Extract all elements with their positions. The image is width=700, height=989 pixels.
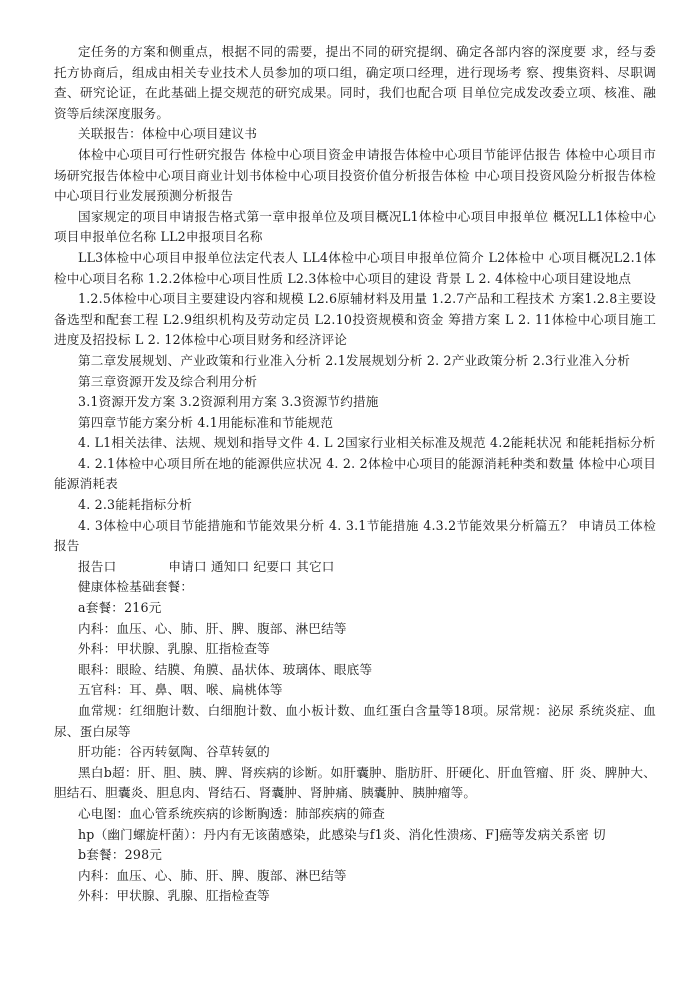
paragraph-hp: hp（幽门螺旋杆菌）：丹内有无该菌感染，此感染与f1炎、消化性溃疡、F]癌等发病关系密 切	[78, 826, 606, 842]
paragraph-chapter-4-2-3: 4. 2.3能耗指标分析	[78, 497, 193, 513]
paragraph-chapter-4-2: 4. 2.1体检中心项目所在地的能源供应状况 4. 2. 2体检中心项目的能源消耗种类和数量 体检中心项目能源消耗表	[54, 455, 656, 492]
paragraph-ecg: 心电图：血心管系统疾病的诊断胸透：肺部疾病的筛查	[78, 805, 386, 821]
paragraph-package-b: b套餐：298元	[78, 847, 163, 863]
paragraph-package-a: a套餐：216元	[78, 600, 162, 616]
paragraph-internal-medicine-b: 内科：血压、心、肺、肝、脾、腹部、淋巴结等	[78, 867, 347, 883]
report-type-first: 报告口	[78, 558, 117, 574]
paragraph-surgery-b: 外科：甲状腺、乳腺、肛指检查等	[78, 888, 270, 904]
paragraph-chapter-4-3: 4. 3体检中心项目节能措施和节能效果分析 4. 3.1节能措施 4.3.2节能效果分析篇五？ 申请员工体检报告	[54, 517, 656, 554]
paragraph-chapter-3-items: 3.1资源开发方案 3.2资源利用方案 3.3资源节约措施	[78, 394, 379, 410]
paragraph-ent: 五官科：耳、鼻、咽、喉、扁桃体等	[78, 682, 283, 698]
paragraph-report-list: 体检中心项目可行性研究报告 体检中心项目资金申请报告体检中心项目节能评估报告 体检中心项目市场研究报告体检中心项目商业计划书体检中心项目投资价值分析报告体检 中心项目投资风险分析报告体检中心项目行业发展预测分析报告	[54, 146, 656, 204]
report-type-rest: 申请口 通知口 纪要口 其它口	[168, 558, 335, 574]
paragraph-chapter-4: 第四章节能方案分析 4.1用能标准和节能规范	[78, 414, 334, 430]
paragraph-chapter-1-items-2: 1.2.5体检中心项目主要建设内容和规模 L2.6原辅材料及用量 1.2.7产品和工程技术 方案1.2.8主要设备选型和配套工程 L2.9组织机构及劳动定员 L2.10投资规模和资金 筹措方案 L 2. 11体检中心项目施工进度及招投标 L 2. 12体检中心项目财务和经济评论	[54, 291, 656, 348]
document-page	[0, 42, 700, 907]
paragraph-internal-medicine: 内科：血压、心、肺、肝、脾、腹部、淋巴结等	[78, 620, 347, 636]
paragraph-surgery: 外科：甲状腺、乳腺、肛指检查等	[78, 641, 270, 657]
paragraph-chapter-3: 第三章资源开发及综合利用分析	[78, 373, 258, 389]
paragraph-service-intro: 定任务的方案和侧重点，根据不同的需要，提出不同的研究提纲、确定各部内容的深度要 求，经与委托方协商后，组成由相关专业技术人员参加的项口组，确定项口经理，进行现场考 察、搜集资料、尽职调查、研究论证，在此基础上提交规范的研究成果。同时，我们也配合项 目单位完成发改委立项、核准、融资等后续深度服务。	[54, 44, 656, 121]
report-type-line	[0, 557, 700, 578]
paragraph-liver-function: 肝功能：谷丙转氨陶、谷草转氨的	[78, 744, 270, 760]
paragraph-ophthalmology: 眼科：眼睑、结膜、角膜、晶状体、玻璃体、眼底等	[78, 661, 373, 677]
paragraph-package-title: 健康体检基础套餐：	[78, 579, 194, 595]
paragraph-chapter-2: 第二章发展规划、产业政策和行业准入分析 2.1发展规划分析 2. 2产业政策分析 2.3行业准入分析	[78, 352, 631, 368]
paragraph-chapter-1: 国家规定的项目申请报告格式第一章申报单位及项目概况L1体检中心项目申报单位 概况LL1体检中心项目申报单位名称 LL2申报项目名称	[54, 208, 656, 245]
paragraph-b-ultrasound: 黑白b超：肝、胆、胰、脾、肾疾病的诊断。如肝囊肿、脂肪肝、肝硬化、肝血管瘤、肝 炎、脾肿大、胆结石、胆囊炎、胆息肉、肾结石、肾囊肿、肾肿痛、胰囊肿、胰肿瘤等。	[54, 764, 656, 801]
paragraph-chapter-4-1: 4. L1相关法律、法规、规划和指导文件 4. L 2国家行业相关标准及规范 4.2能耗状况 和能耗指标分析	[78, 435, 656, 451]
paragraph-related-report: 关联报告：体检中心项目建议书	[78, 126, 258, 142]
paragraph-chapter-1-items: LL3体检中心项目申报单位法定代表人 LL4体检中心项目申报单位简介 L2体检中 心项目概况L2.1体检中心项目名称 1.2.2体检中心项目性质 L2.3体检中心项目的建设 背景 L 2. 4体检中心项目建设地点	[54, 249, 656, 286]
paragraph-blood-urine: 血常规：红细胞计数、白细胞计数、血小板计数、血红蛋白含量等18项。尿常规：泌尿 系统炎症、血尿、蛋白尿等	[54, 703, 656, 739]
